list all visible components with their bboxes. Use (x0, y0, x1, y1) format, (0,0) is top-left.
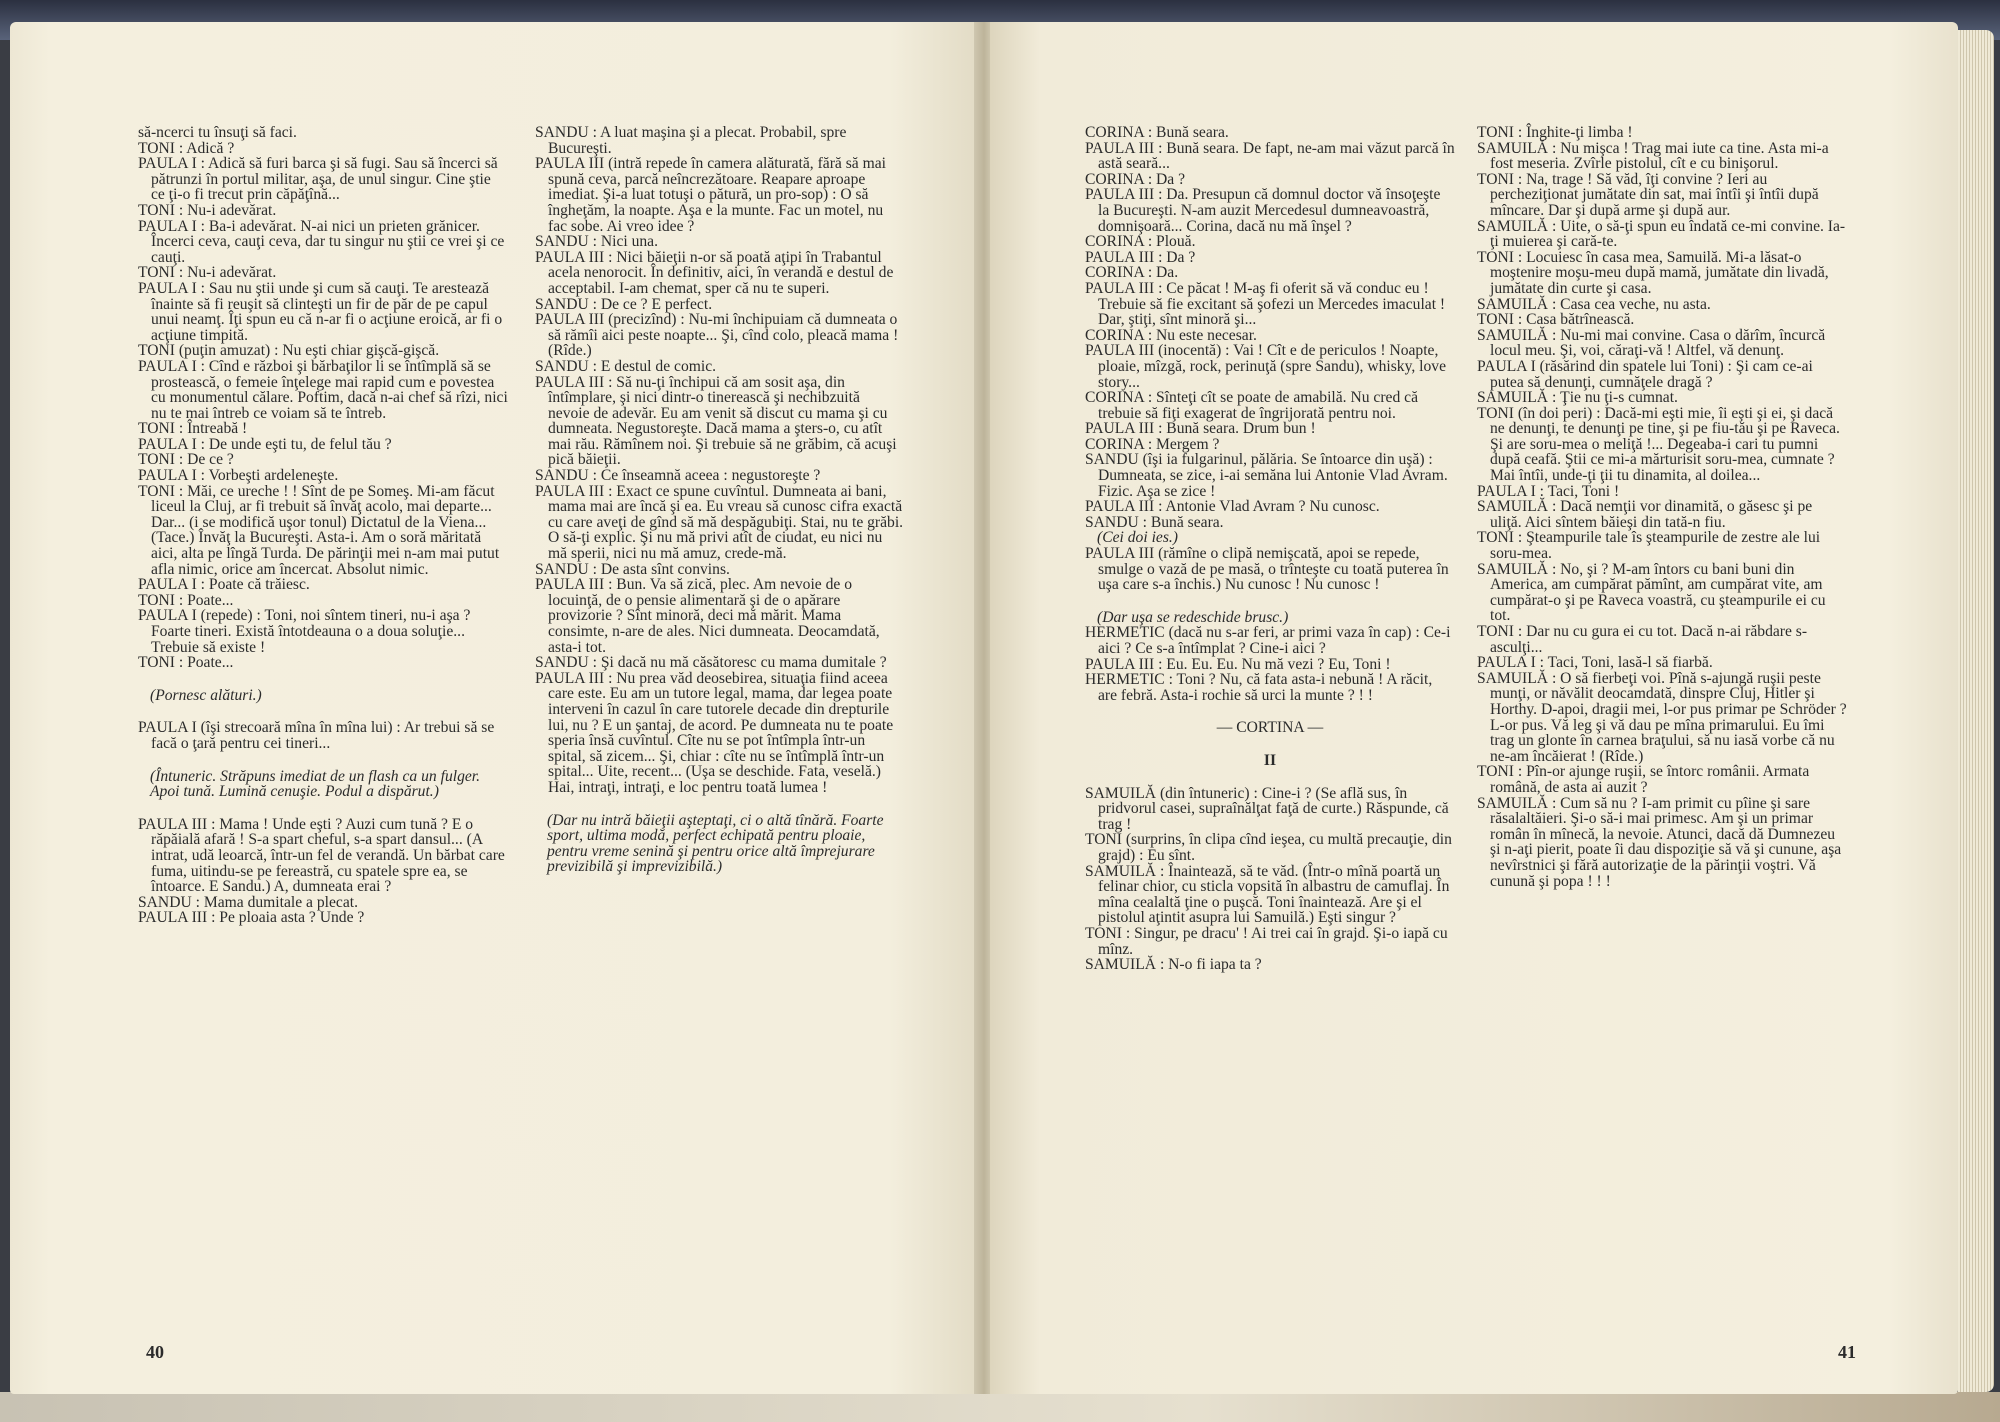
dialogue-line: CORINA : Mergem ? (1085, 435, 1220, 453)
paragraph-gap (1085, 593, 1455, 610)
dialogue-line: TONI (în doi peri) : Dacă-mi eşti mie, îi eşti şi ei, şi dacă ne denunţi, te denunţi pe tine, şi pe fiu-tău şi pe Raveca. Şi are soru-mea o meliţă !... Degeaba-i cari tu pumni după ceafă. Ştii ce mi-a mărturisit soru-mea, cumnate ? Mai întîi, unde-ţi ţii tu dinamita, al doilea... (1477, 404, 1840, 485)
left-page (10, 22, 978, 1394)
dialogue-line: PAULA III : Eu. Eu. Eu. Nu mă vezi ? Eu, Toni ! (1085, 655, 1391, 673)
dialogue-line: SANDU : Bună seara. (1085, 513, 1224, 531)
dialogue-line: SAMUILĂ (din întuneric) : Cine-i ? (Se află sus, în pridvorul casei, supraînălţat faţă de curte.) Răspunde, că trag ! (1085, 784, 1449, 833)
dialogue-line: TONI : Nu-i adevărat. (138, 264, 277, 282)
dialogue-line: PAULA III (intră repede în camera alăturată, fără să mai spună ceva, parcă neîncrezătoare. Reapare aproape imediat. Şi-a luat totuşi o pătură, un pro-sop) : O să îngheţăm, la noapte. Aşa e la munte. Fac un motel, nu fac sobe. Ai vreo idee ? (535, 155, 886, 235)
dialogue-line: PAULA III : Nu prea văd deosebirea, situaţia fiind aceea care este. Eu am un tutore legal, mama, dar legea poate interveni în cazul în care tutorele decade din drepturile lui, nu ? E un şantaj, de acord. Pe dumneata nu te poate speria însă cuvîntul. Cîte nu se pot întîmpla într-un spital, să zicem... Şi, chiar : cîte nu se întîmplă într-un spital... Uite, recent... (Uşa se deschide. Fata, veselă.) Hai, intraţi, intraţi, e loc pentru toată lumea ! (535, 669, 894, 796)
dialogue-line: PAULA III : Da ? (1085, 248, 1196, 266)
background-bottom (0, 1392, 2000, 1422)
stage-direction: (Cei doi ies.) (1097, 529, 1178, 547)
paragraph-gap (138, 800, 508, 817)
dialogue-line: SAMUILĂ : Înaintează, să te văd. (Într-o mînă poartă un felinar chior, cu sticla vopsită în albastru de camuflaj. În mîna cealaltă ţine o puşcă. Toni înaintează. Are şi el pistolul aţintit asupra lui Samuilă.) Eşti singur ? (1085, 862, 1450, 927)
dialogue-line: PAULA I : Taci, Toni ! (1477, 482, 1620, 500)
dialogue-line: CORINA : Nu este necesar. (1085, 326, 1257, 344)
dialogue-line: CORINA : Sînteţi cît se poate de amabilă. Nu cred că trebuie să fiţi exagerat de îngrijorată pentru noi. (1085, 389, 1419, 422)
page-number-right: 41 (1838, 1342, 1856, 1362)
dialogue-line: SANDU : Ce înseamnă aceea : negustoreşte ? (535, 467, 821, 485)
dialogue-line: TONI (surprins, în clipa cînd ieşea, cu multă precauţie, din grajd) : Eu sînt. (1085, 831, 1452, 864)
stage-direction: (Dar uşa se redeschide brusc.) (1097, 608, 1289, 626)
dialogue-line: TONI : Poate... (138, 591, 234, 609)
paragraph-gap (1085, 736, 1455, 753)
dialogue-line: TONI : Casa bătrînească. (1477, 311, 1635, 329)
dialogue-line: TONI : Măi, ce ureche ! ! Sînt de pe Someş. Mi-am făcut liceul la Cluj, ar fi trebuit să învăţ acolo, mai departe... Dar... (i se modifică uşor tonul) Dictatul de la Viena... (Tace.) Învăţ la Bucureşti. Asta-i. Am o soră măritată aici, alta pe lîngă Turda. De părinţii mei n-am mai putut afla nimic, orice am încercat. Absolut nimic. (138, 482, 500, 578)
curtain-line: — CORTINA — (1216, 719, 1324, 737)
dialogue-line: PAULA I : Poate că trăiesc. (138, 576, 310, 594)
dialogue-line: SAMUILĂ : Dacă nemţii vor dinamită, o găsesc şi pe uliţă. Aici sîntem băieşi din tată-n fiu. (1477, 498, 1813, 531)
dialogue-line: PAULA III : Da. Presupun că domnul doctor vă însoţeşte la Bucureşti. N-am auzit Mercedesul dumneavoastră, domnişoară... Corina, dacă nu mă înşel ? (1085, 186, 1441, 235)
dialogue-line: CORINA : Bună seara. (1085, 124, 1229, 141)
dialogue-line: PAULA III : Antonie Vlad Avram ? Nu cunosc. (1085, 498, 1380, 516)
page-edges (1958, 30, 1994, 1392)
act-heading: II (1263, 751, 1277, 769)
dialogue-line: PAULA III (precizînd) : Nu-mi închipuiam că dumneata o să rămîi aici peste noapte... Şi, cînd colo, pleacă mama ! (Rîde.) (535, 311, 899, 360)
page-number-left: 40 (146, 1342, 164, 1362)
dialogue-line: PAULA III : Bună seara. Drum bun ! (1085, 420, 1316, 438)
dialogue-line: SANDU : Nici una. (535, 233, 659, 251)
dialogue-line: PAULA I (repede) : Toni, noi sîntem tineri, nu-i aşa ? Foarte tineri. Există întotdeauna o a doua soluţie... Trebuie să existe ! (138, 607, 471, 656)
paragraph-gap (138, 671, 508, 688)
left-page-column-1 (138, 125, 508, 926)
dialogue-line: SAMUILĂ : Nu-mi mai convine. Casa o dărîm, încurcă locul meu. Şi, voi, căraţi-vă ! Altfel, vă denunţ. (1477, 326, 1826, 360)
dialogue-line: PAULA I : Sau nu ştii unde şi cum să cauţi. Te arestează înainte să fi reuşit să clinteşti un fir de păr de pe capul unui neamţ. Îţi spun eu că n-ar fi o acţiune eroică, ar fi o acţiune timpită. (138, 279, 503, 344)
dialogue-line: PAULA I : Vorbeşti ardeleneşte. (138, 467, 339, 485)
dialogue-line: PAULA I : Taci, Toni, lasă-l să fiarbă. (1477, 654, 1713, 672)
dialogue-line: SANDU : De ce ? E perfect. (535, 295, 713, 313)
paragraph-gap (1085, 703, 1455, 720)
stage-direction: (Întuneric. Străpuns imediat de un flash ca un fulger. Apoi tună. Lumină cenuşie. Podul a dispărut.) (150, 767, 481, 801)
dialogue-line: HERMETIC (dacă nu s-ar feri, ar primi vaza în cap) : Ce-i aici ? Ce s-a întîmplat ? Cine-i aici ? (1085, 624, 1451, 657)
dialogue-line: SAMUILĂ : Nu mişca ! Trag mai iute ca tine. Asta mi-a fost meseria. Zvîrle pistolul, cît e cu binişorul. (1477, 139, 1829, 173)
dialogue-line: SAMUILĂ : Casa cea veche, nu asta. (1477, 295, 1711, 313)
dialogue-line: PAULA III : Ce păcat ! M-aş fi oferit să vă conduc eu ! Trebuie să fie excitant să şofezi un Mercedes imaculat ! Dar, ştiţi, sînt minoră şi... (1085, 279, 1446, 329)
dialogue-line: TONI : Na, trage ! Să văd, îţi convine ? Ieri au percheziţionat jumătate din sat, mai întîi şi întîi după mîncare. Dar şi după arme şi după aur. (1477, 170, 1819, 219)
paragraph-gap (138, 703, 508, 720)
right-page-column-1 (1085, 125, 1455, 973)
dialogue-line: TONI : Pîn-or ajunge ruşii, se întorc românii. Armata română, de asta ai auzit ? (1477, 763, 1810, 796)
dialogue-line: SAMUILĂ : Ţie nu ţi-s cumnat. (1477, 389, 1678, 407)
paragraph-gap (1085, 769, 1455, 786)
dialogue-line: TONI : Întreabă ! (138, 420, 248, 438)
dialogue-line: CORINA : Da. (1085, 264, 1179, 282)
dialogue-line: TONI : Adică ? (138, 139, 235, 157)
dialogue-line: SAMUILĂ : O să fierbeţi voi. Pînă s-ajungă ruşii peste munţi, or năvălit deocamdată, dinspre Cluj, Hitler şi Horthy. D-apoi, dragii mei, l-or pus primar pe Schröder ? L-or pus. Vă leg şi vă dau pe mîna primarului. Eu îmi trag un glonte în carnea braţului, să nu iasă vorbe că nu ne-am încăierat ! (Rîde.) (1477, 669, 1847, 765)
dialogue-line: PAULA III : Mama ! Unde eşti ? Auzi cum tună ? E o răpăială afară ! S-a spart cheful, s-a spart dansul... (A intrat, udă leoarcă, într-un fel de verandă. Un bărbat care fuma, uitindu-se pe fereastră, cu spatele spre ea, se întoarce. E Sandu.) A, dumneata erai ? (138, 815, 505, 896)
dialogue-line: PAULA III : Să nu-ţi închipui că am sosit aşa, din întîmplare, şi nici dintr-o tinerească şi nechibzuită nevoie de adevăr. Eu am venit să discut cu mama şi cu dumneata. Negustoreşte. Dacă mama a şters-o, cu atît mai rău. Rămînem noi. Şi trebuie să ne grăbim, că acuşi pică băieţii. (535, 373, 897, 469)
dialogue-line: TONI : Locuiesc în casa mea, Samuilă. Mi-a lăsat-o moştenire moşu-meu după mamă, jumătate din livadă, jumătate din curte şi casa. (1477, 248, 1829, 297)
dialogue-line: TONI : De ce ? (138, 451, 234, 469)
dialogue-line: PAULA I (îşi strecoară mîna în mîna lui) : Ar trebui să se facă o ţară pentru cei tineri... (138, 719, 495, 752)
dialogue-line: SANDU : Şi dacă nu mă căsătoresc cu mama dumitale ? (535, 654, 887, 672)
dialogue-line: PAULA III : Pe ploaia asta ? Unde ? (138, 909, 365, 927)
dialogue-line: TONI : Nu-i adevărat. (138, 201, 277, 219)
dialogue-line: TONI : Poate... (138, 654, 234, 672)
dialogue-line: TONI : Dar nu cu gura ei cu tot. Dacă n-ai răbdare s-asculţi... (1477, 623, 1808, 656)
dialogue-line: TONI : Înghite-ţi limba ! (1477, 124, 1633, 141)
dialogue-line: SAMUILĂ : No, şi ? M-am întors cu bani buni din America, am cumpărat pămînt, am cumpărat vite, am cumpărat-o şi pe Raveca voastră, cu şteampurile ei cu tot. (1477, 560, 1826, 625)
right-page (990, 22, 1958, 1394)
dialogue-line: PAULA I : Cînd e război şi bărbaţilor li se întîmplă să se prostească, o femeie înţelege mai rapid cum e povestea cu monumentul călare. Poftim, dacă n-ai chef să rîzi, nici nu te mai întreb ce voiam să te întreb. (138, 357, 508, 422)
dialogue-line: SANDU : Mama dumitale a plecat. (138, 893, 358, 911)
dialogue-line: SAMUILĂ : Uite, o să-ţi spun eu îndată ce-mi convine. Ia-ţi muierea şi cară-te. (1477, 217, 1846, 251)
stage-direction: (Pornesc alături.) (150, 686, 262, 704)
dialogue-line: TONI : Singur, pe dracu' ! Ai trei cai în grajd. Şi-o iapă cu mînz. (1085, 924, 1448, 958)
dialogue-line: PAULA I (răsărind din spatele lui Toni) : Şi cam ce-ai putea să denunţi, cumnăţele dragă ? (1477, 357, 1813, 391)
dialogue-line: TONI : Şteampurile tale îs şteampurile de zestre ale lui soru-mea. (1477, 529, 1821, 563)
dialogue-line: să-ncerci tu însuţi să faci. (138, 124, 297, 141)
dialogue-line: CORINA : Da ? (1085, 170, 1186, 188)
dialogue-line: CORINA : Plouă. (1085, 233, 1196, 251)
paragraph-gap (535, 796, 905, 813)
dialogue-line: SANDU : A luat maşina şi a plecat. Probabil, spre Bucureşti. (535, 124, 847, 157)
dialogue-line: TONI (puţin amuzat) : Nu eşti chiar gişcă-gişcă. (138, 342, 440, 360)
dialogue-line: PAULA I : Adică să furi barca şi să fugi. Sau să încerci să pătrunzi în portul militar, aşa, de unul singur. Cine ştie ce ţi-o fi trecut prin căpăţînă... (138, 155, 498, 204)
dialogue-line: PAULA III : Nici băieţii n-or să poată aţipi în Trabantul acela nenorocit. În definitiv, aici, în verandă e destul de acceptabil. I-am chemat, sper că nu te superi. (535, 248, 894, 297)
stage-direction: (Dar nu intră băieţii aşteptaţi, ci o altă tînără. Foarte sport, ultima modă, perfect echipată pentru ploaie, pentru vreme senină şi pentru orice altă împrejurare previzibilă şi imprevizibilă.) (547, 811, 884, 876)
dialogue-line: PAULA III : Bună seara. De fapt, ne-am mai văzut parcă în astă seară... (1085, 139, 1455, 173)
dialogue-line: PAULA I : Ba-i adevărat. N-ai nici un prieten grănicer. Încerci ceva, cauţi ceva, dar tu singur nu ştii ce vrei şi ce cauţi. (138, 217, 505, 266)
dialogue-line: PAULA III : Exact ce spune cuvîntul. Dumneata ai bani, mama mai are încă şi ea. Eu vreau să cunosc cifra exactă cu care aveţi de gînd să mă despăgubiţi. Stai, nu te grăbi. O să-ţi explic. Şi nu mă privi atît de ciudat, eu nici nu mă sperii, nici nu mă amuz, crede-mă. (535, 482, 904, 563)
paragraph-gap (138, 752, 508, 769)
dialogue-line: PAULA III (rămîne o clipă nemişcată, apoi se repede, smulge o vază de pe masă, o trînteşte cu toată puterea în uşa care s-a închis.) Nu cunosc ! Nu cunosc ! (1085, 545, 1449, 594)
dialogue-line: SANDU : De asta sînt convins. (535, 560, 730, 578)
left-page-column-2 (535, 125, 905, 875)
dialogue-line: SANDU (îşi ia fulgarinul, pălăria. Se întoarce din uşă) : Dumneata, se zice, i-ai semăna lui Antonie Vlad Avram. Fizic. Aşa se zice ! (1085, 451, 1448, 500)
dialogue-line: PAULA III (inocentă) : Vai ! Cît e de periculos ! Noapte, ploaie, mîzgă, rock, perinuţă (spre Sandu), whisky, love story... (1085, 342, 1447, 391)
dialogue-line: SANDU : E destul de comic. (535, 357, 717, 375)
dialogue-line: HERMETIC : Toni ? Nu, că fata asta-i nebună ! A răcit, are febră. Asta-i rochie să urci la munte ? ! ! (1085, 671, 1433, 704)
right-page-column-2 (1477, 125, 1847, 889)
dialogue-line: PAULA I : De unde eşti tu, de felul tău ? (138, 435, 392, 453)
dialogue-line: PAULA III : Bun. Va să zică, plec. Am nevoie de o locuinţă, de o pensie alimentară şi de o apărare provizorie ? Sînt minoră, deci mă mărit. Mama consimte, n-are de ales. Nici dumneata. Deocamdată, asta-i tot. (535, 576, 880, 656)
dialogue-line: SAMUILĂ : N-o fi iapa ta ? (1085, 956, 1262, 974)
dialogue-line: SAMUILĂ : Cum să nu ? I-am primit cu pîine şi sare răsalaltăieri. Şi-o să-i mai primesc. Am şi un primar român în mînecă, la nevoie. Atunci, dacă dă Dumnezeu şi n-aţi pierit, poate îi dau dispoziţie să vă şi cunune, aşa nevîrstnici şi fără autorizaţie de la părinţii voştri. Vă cunună şi popa ! ! ! (1477, 794, 1842, 890)
